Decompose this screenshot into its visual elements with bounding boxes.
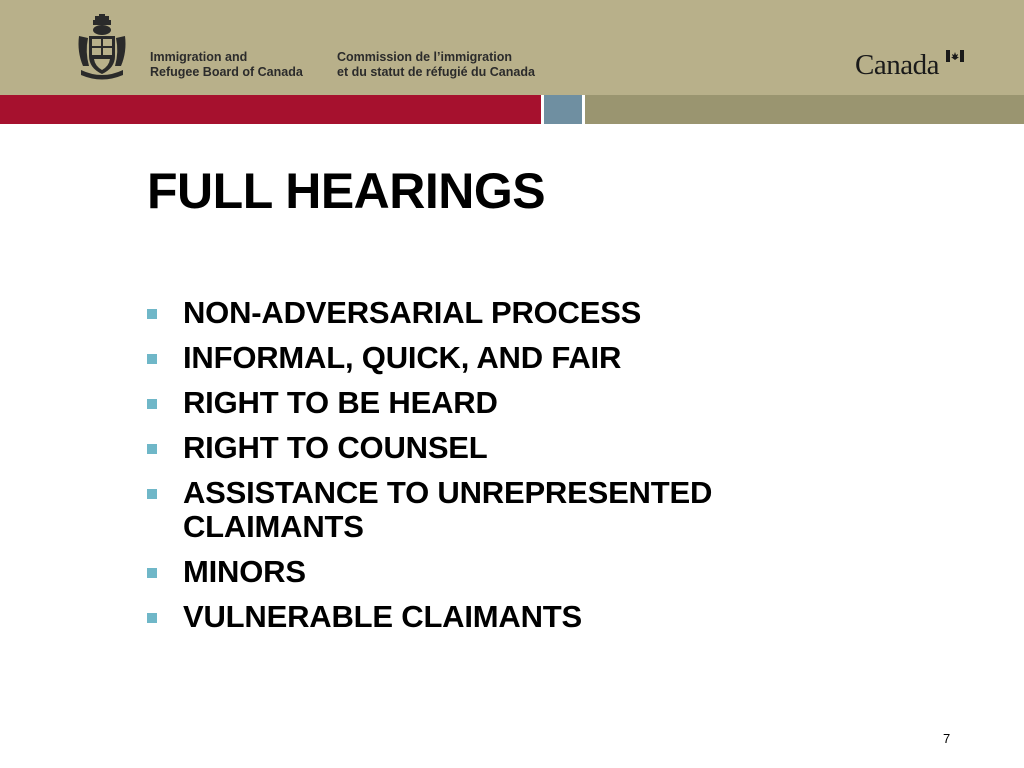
- bullet-item: [145, 476, 865, 544]
- bullet-item: [145, 386, 865, 420]
- square-bullet-icon: [147, 613, 157, 623]
- header-stripe-blue: [544, 95, 582, 124]
- org-name-english-line2: Refugee Board of Canada: [150, 65, 303, 79]
- header-stripe-olive: [585, 95, 1024, 124]
- org-name-french-line2: et du statut de réfugié du Canada: [337, 65, 535, 79]
- bullet-item: [145, 600, 865, 634]
- square-bullet-icon: [147, 444, 157, 454]
- bullet-text: INFORMAL, QUICK, AND FAIR: [183, 340, 622, 375]
- canada-flag-icon: [946, 50, 964, 62]
- bullet-text: RIGHT TO COUNSEL: [183, 430, 488, 465]
- org-name-english-line1: Immigration and: [150, 50, 248, 64]
- bullet-text: VULNERABLE CLAIMANTS: [183, 599, 582, 634]
- square-bullet-icon: [147, 568, 157, 578]
- slide-title: FULL HEARINGS: [147, 163, 546, 219]
- bullet-item: [145, 341, 865, 375]
- coat-of-arms-icon: [75, 14, 129, 84]
- org-name-english: [150, 50, 303, 80]
- square-bullet-icon: [147, 309, 157, 319]
- org-name-french: [337, 50, 535, 80]
- bullet-text: RIGHT TO BE HEARD: [183, 385, 498, 420]
- bullet-text: NON-ADVERSARIAL PROCESS: [183, 295, 642, 330]
- page-number: 7: [943, 731, 951, 746]
- org-name-french-line1: Commission de l’immigration: [337, 50, 513, 64]
- header-band: [0, 0, 1024, 95]
- square-bullet-icon: [147, 354, 157, 364]
- bullet-list: [145, 296, 865, 645]
- square-bullet-icon: [147, 489, 157, 499]
- bullet-item: [145, 555, 865, 589]
- bullet-item: [145, 296, 865, 330]
- bullet-text: ASSISTANCE TO UNREPRESENTED CLAIMANTS: [183, 475, 713, 544]
- bullet-text: MINORS: [183, 554, 306, 589]
- square-bullet-icon: [147, 399, 157, 409]
- header-stripe-red: [0, 95, 541, 124]
- canada-wordmark: Canada: [855, 49, 939, 81]
- bullet-item: [145, 431, 865, 465]
